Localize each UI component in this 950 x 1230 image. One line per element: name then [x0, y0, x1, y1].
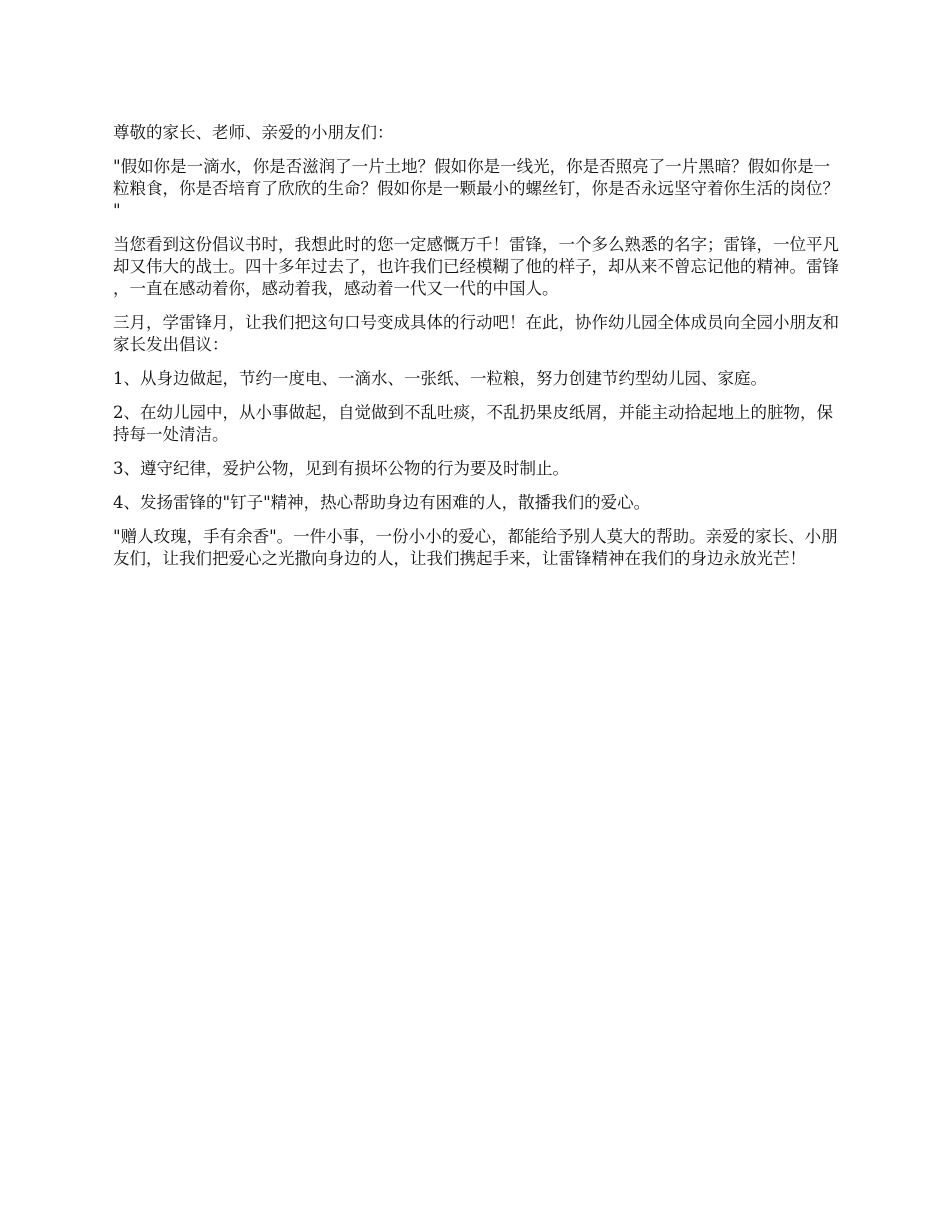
paragraph-quote: "假如你是一滴水，你是否滋润了一片土地？假如你是一线光，你是否照亮了一片黑暗？假如你是一粒粮食，你是否培育了欣欣的生命？假如你是一颗最小的螺丝钉，你是否永远坚守着你生活的岗位？" [113, 157, 839, 220]
paragraph-intro: 当您看到这份倡议书时，我想此时的您一定感慨万千！雷锋，一个多么熟悉的名字；雷锋，一位平凡却又伟大的战士。四十多年过去了，也许我们已经模糊了他的样子，却从来不曾忘记他的精神。雷锋，一直在感动着你，感动着我，感动着一代又一代的中国人。 [113, 235, 839, 298]
proposal-item-3: 3、遵守纪律，爱护公物，见到有损坏公物的行为要及时制止。 [113, 459, 569, 478]
paragraph-closing: "赠人玫瑰，手有余香"。一件小事，一份小小的爱心，都能给予别人莫大的帮助。亲爱的家长、小朋友们，让我们把爱心之光撒向身边的人，让我们携起手来，让雷锋精神在我们的身边永放光芒！ [113, 527, 838, 568]
greeting: 尊敬的家长、老师、亲爱的小朋友们： [113, 123, 394, 142]
proposal-item-1: 1、从身边做起，节约一度电、一滴水、一张纸、一粒粮，努力创建节约型幼儿园、家庭。 [113, 369, 767, 388]
proposal-item-4: 4、发扬雷锋的"钉子"精神，热心帮助身边有困难的人，散播我们的爱心。 [113, 493, 651, 512]
proposal-item-2: 2、在幼儿园中，从小事做起，自觉做到不乱吐痰，不乱扔果皮纸屑，并能主动拾起地上的脏物，保持每一处清洁。 [113, 403, 833, 444]
paragraph-call: 三月，学雷锋月，让我们把这句口号变成具体的行动吧！在此，协作幼儿园全体成员向全园小朋友和家长发出倡议： [113, 313, 839, 354]
document-body [113, 122, 841, 582]
